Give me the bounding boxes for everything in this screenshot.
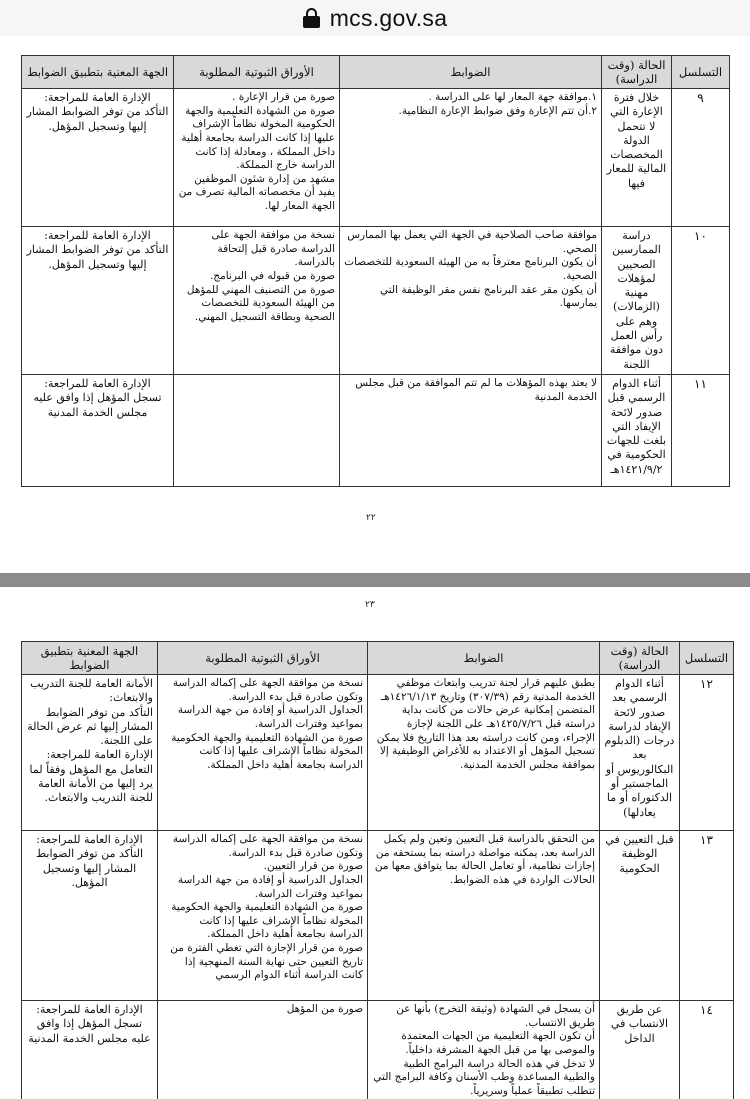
table-row xyxy=(22,89,730,227)
table-header-row xyxy=(22,642,734,675)
header-docs: الأوراق الثبوتية المطلوبة xyxy=(174,56,340,89)
row-docs-empty xyxy=(174,374,340,486)
header-authority: الجهة المعنية بتطبيق الضوابط xyxy=(22,56,174,89)
row-state: عن طريق الانتساب في الداخل xyxy=(600,1001,680,1099)
row-controls: ١.موافقة جهة المعار لها على الدراسة . ٢.أن تتم الإعارة وفق ضوابط الإعارة النظامية. xyxy=(340,89,602,227)
page-number: ٢٣ xyxy=(365,600,375,610)
table-row xyxy=(22,374,730,486)
row-docs: نسخة من موافقة الجهة على إكماله الدراسة وتكون صادرة قبل بدء الدراسة. صورة من قرار التعيين. الجداول الدراسية أو إفادة من جهة الدراسة بمواعيد وفترات الدراسة. صورة من الشهادة التعليمية والجهة الحكومية المخولة نظاماً الإشراف عليها إذا كانت الدراسة بجامعة أهلية داخل المملكة. صورة من قرار الإجازة التي تغطي الفترة من تاريخ التعيين حتى نهاية السنة المنهجية إذا كانت الدراسة أثناء الدوام الرسمي xyxy=(158,831,368,1001)
table-row xyxy=(22,1001,734,1099)
row-number: ١٣ xyxy=(680,831,734,1001)
row-number: ٩ xyxy=(672,89,730,227)
row-number: ١٢ xyxy=(680,675,734,831)
row-authority: الإدارة العامة للمراجعة: التأكد من توفر الضوابط المشار إليها وتسجيل المؤهل. xyxy=(22,831,158,1001)
header-docs: الأوراق الثبوتية المطلوبة xyxy=(158,642,368,675)
table-header-row xyxy=(22,56,730,89)
header-controls: الضوابط xyxy=(368,642,600,675)
row-state: دراسة الممارسين الصحيين لمؤهلات مهنية (الزمالات) وهم على رأس العمل دون موافقة اللجنة xyxy=(602,227,672,375)
row-docs: صورة من قرار الإعارة . صورة من الشهادة التعليمية والجهة الحكومية المخولة نظاماً الإشراف عليها إذا كانت الدراسة بجامعة أهلية داخل المملكة ، ومعادلة إذا كانت الدراسة خارج المملكة. مشهد من إدارة شئون الموظفين يفيد أن مخصصاته المالية تصرف من الجهة المعار لها. xyxy=(174,89,340,227)
lock-icon xyxy=(303,8,320,28)
table-row xyxy=(22,227,730,375)
page-number: ٢٢ xyxy=(366,513,376,523)
row-state: أثناء الدوام الرسمي قبل صدور لائحة الإيفاد التي بلغت للجهات الحكومية في ١٤٢١/٩/٢هـ xyxy=(602,374,672,486)
row-docs: صورة من المؤهل xyxy=(158,1001,368,1099)
row-docs: نسخة من موافقة الجهة على إكماله الدراسة وتكون صادرة قبل بدء الدراسة. الجداول الدراسية أو إفادة من جهة الدراسة بمواعيد وفترات الدراسة. صورة من الشهادة التعليمية والجهة الحكومية المخولة نظاماً الإشراف عليها إذا كانت الدراسة بجامعة أهلية داخل المملكة. xyxy=(158,675,368,831)
row-docs: نسخة من موافقة الجهة على الدراسة صادرة قبل إلتحاقة بالدراسة. صورة من قبوله في البرنامج. صورة من التصنيف المهني للمؤهل من الهيئة السعودية للتخصصات الصحية وبطاقة التسجيل المهني. xyxy=(174,227,340,375)
row-controls: لا يعتد بهذه المؤهلات ما لم تتم الموافقة من قبل مجلس الخدمة المدنية xyxy=(340,374,602,486)
page-separator xyxy=(0,573,750,587)
table-row xyxy=(22,831,734,1001)
row-number: ١١ xyxy=(672,374,730,486)
row-state: أثناء الدوام الرسمي بعد صدور لائحة الإيفاد لدراسة درجات (الدبلوم بعد البكالوريوس أو الماجستير أو الدكتوراه أو ما يعادلها) xyxy=(600,675,680,831)
row-authority: الإدارة العامة للمراجعة: التأكد من توفر الضوابط المشار إليها وتسجيل المؤهل. xyxy=(22,227,174,375)
row-number: ١٤ xyxy=(680,1001,734,1099)
header-authority: الجهة المعنية بتطبيق الضوابط xyxy=(22,642,158,675)
row-controls: من التحقق بالدراسة قبل التعيين وتعين ولم يكمل الدراسة بعد، يمكنه مواصلة دراسته بما يستحقه من إجازات نظامية، أو تعامل الحالة بما يتوافق معها من الحالات الواردة في هذه الضوابط. xyxy=(368,831,600,1001)
row-controls: أن يسجل في الشهادة (وثيقة التخرج) بأنها عن طريق الانتساب. أن تكون الجهة التعليمية من الجهات المعتمدة والموصى بها من قبل الجهة المشرفة داخلياً. لا تدخل في هذه الحالة دراسة البرامج الطبية والطبية المساعدة وطب الأسنان وكافة البرامج التي تتطلب تطبيقاً عملياً وسريرياً. xyxy=(368,1001,600,1099)
row-state: خلال فترة الإعارة التي لا تتحمل الدولة المخصصات المالية للمعار فيها xyxy=(602,89,672,227)
url-text[interactable]: mcs.gov.sa xyxy=(329,4,448,31)
regulations-table-page-23 xyxy=(21,641,734,1099)
row-authority: الإدارة العامة للمراجعة: تسجل المؤهل إذا وافق عليه مجلس الخدمة المدنية xyxy=(22,374,174,486)
row-authority: الأمانة العامة للجنة التدريب والابتعاث: التأكد من توفر الضوابط المشار إليها ثم عرض الحالة على اللجنة. الإدارة العامة للمراجعة: التعامل مع المؤهل وفقاً لما يرد إليها من الأمانة العامة للجنة التدريب والابتعاث. xyxy=(22,675,158,831)
header-state: الحالة (وقت الدراسة) xyxy=(602,56,672,89)
row-number: ١٠ xyxy=(672,227,730,375)
header-serial: التسلسل xyxy=(680,642,734,675)
row-authority: الإدارة العامة للمراجعة: التأكد من توفر الضوابط المشار إليها وتسجيل المؤهل. xyxy=(22,89,174,227)
regulations-table-page-22 xyxy=(21,55,730,487)
row-controls: موافقة صاحب الصلاحية في الجهة التي يعمل بها الممارس الصحي. أن يكون البرنامج معترفاً به من الهيئة السعودية للتخصصات الصحية. أن يكون مقر عقد البرنامج نفس مقر الوظيفة التي يمارسها. xyxy=(340,227,602,375)
row-authority: الإدارة العامة للمراجعة: تسجل المؤهل إذا وافق عليه مجلس الخدمة المدنية xyxy=(22,1001,158,1099)
row-state: قبل التعيين في الوظيفة الحكومية xyxy=(600,831,680,1001)
header-state: الحالة (وقت الدراسة) xyxy=(600,642,680,675)
row-controls: يطبق عليهم قرار لجنة تدريب وابتعاث موظفي الخدمة المدنية رقم (٣٠٧/٣٩) وتاريخ ١٤٢٦/١/١٣هـ المتضمن إمكانية عرض حالات من كانت بداية دراسته قبل ١٤٢٥/٧/٢٦هـ على اللجنة لإجازة الإجراء، ومن كانت دراسته بعد هذا التاريخ فلا يمكن تسجيل المؤهل أو الاعتداد به للأغراض الوظيفية إلا بموافقة مجلس الخدمة المدنية. xyxy=(368,675,600,831)
browser-address-bar[interactable] xyxy=(0,0,750,36)
header-controls: الضوابط xyxy=(340,56,602,89)
table-row xyxy=(22,675,734,831)
header-serial: التسلسل xyxy=(672,56,730,89)
